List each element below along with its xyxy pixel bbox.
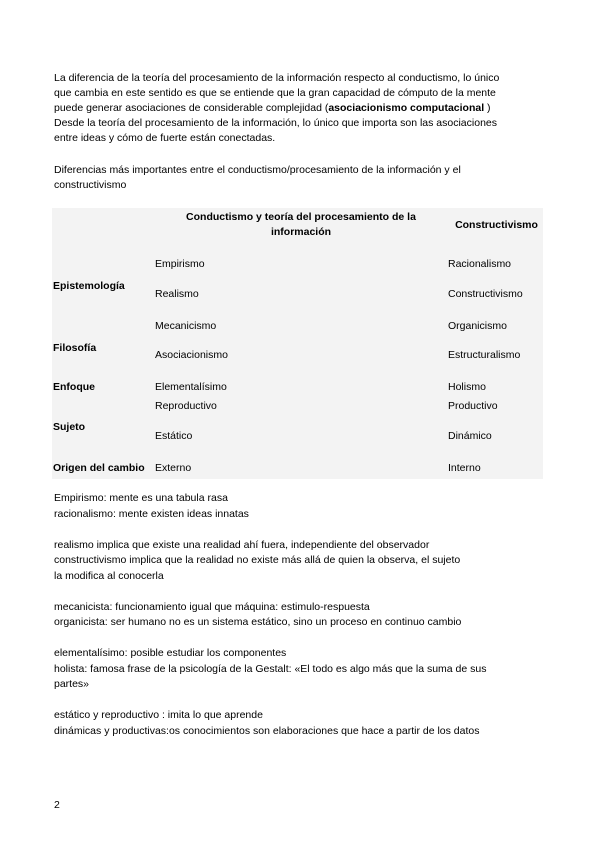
table-cell: Asociacionismo [155, 349, 228, 361]
row-label-enfoque: Enfoque [53, 381, 95, 393]
row-label-origen-del-cambio: Origen del cambio [53, 462, 145, 474]
table-cell: Racionalismo [448, 258, 512, 270]
note-line: mecanicista: funcionamiento igual que máquina: estimulo-respuesta [54, 600, 370, 613]
row-label-epistemologia: Epistemología [53, 280, 125, 292]
table-cell: Elementalísimo [155, 381, 227, 393]
subtitle-line: Diferencias más importantes entre el conductismo/procesamiento de la información y el [54, 164, 461, 176]
table-cell: Estructuralismo [448, 349, 521, 361]
table-cell: Dinámico [448, 430, 492, 442]
intro-line: Desde la teoría del procesamiento de la información, lo único que importa son las asociaciones [54, 117, 497, 129]
note-line: Empirismo: mente es una tabula rasa [54, 492, 228, 504]
table-cell: Holismo [448, 381, 486, 393]
intro-line: entre ideas y cómo de fuerte están conectadas. [54, 132, 276, 144]
table-intro-paragraph [54, 163, 546, 193]
subtitle-line: constructivismo [54, 179, 127, 191]
intro-line: que cambia en este sentido es que se entiende que la gran capacidad de cómputo de la mente [54, 87, 496, 99]
column-header-constructivismo: Constructivismo [455, 219, 538, 231]
note-line: estático y reproductivo : imita lo que aprende [54, 709, 263, 721]
table-cell: Empirismo [155, 258, 205, 270]
table-cell: Reproductivo [155, 400, 217, 412]
note-line: organicista: ser humano no es un sistema estático, sino un proceso en continuo cambio [54, 616, 462, 628]
notes-section [54, 491, 554, 739]
table-cell: Organicismo [448, 320, 507, 332]
row-label-filosofia: Filosofía [53, 342, 97, 354]
table-cell: Constructivismo [448, 288, 523, 300]
intro-line: puede generar asociaciones de considerable complejidad (asociacionismo computacional ) [54, 102, 491, 114]
table-cell: Estático [155, 430, 193, 442]
row-label-sujeto: Sujeto [53, 421, 86, 433]
intro-line: La diferencia de la teoría del procesamiento de la información respecto al conductismo, lo único [54, 72, 500, 84]
page-number: 2 [54, 799, 60, 811]
note-line: holista: famosa frase de la psicología de la Gestalt: «El todo es algo más que la suma de sus [54, 662, 487, 675]
table-cell: Interno [448, 462, 481, 474]
table-cell: Externo [155, 462, 192, 474]
highlight-term: asociacionismo computacional [328, 102, 485, 114]
note-line: elementalísimo: posible estudiar los componentes [54, 647, 287, 659]
table-cell: Mecanicismo [155, 320, 217, 332]
note-line: realismo implica que existe una realidad ahí fuera, independiente del observador [54, 538, 430, 551]
column-header-conductismo: Conductismo y teoría del procesamiento de la información [186, 211, 416, 238]
note-line: dinámicas y productivas:os conocimientos son elaboraciones que hace a partir de los datos [54, 724, 480, 737]
note-line: la modifica al conocerla [54, 569, 164, 582]
note-line: constructivismo implica que la realidad no existe más allá de quien la observa, el sujeto [54, 554, 461, 566]
note-line: partes» [54, 678, 90, 690]
table-cell: Realismo [155, 288, 199, 300]
intro-paragraph [54, 71, 546, 146]
table-cell: Productivo [448, 400, 498, 412]
note-line: racionalismo: mente existen ideas innatas [54, 507, 249, 520]
comparison-table [52, 208, 543, 479]
